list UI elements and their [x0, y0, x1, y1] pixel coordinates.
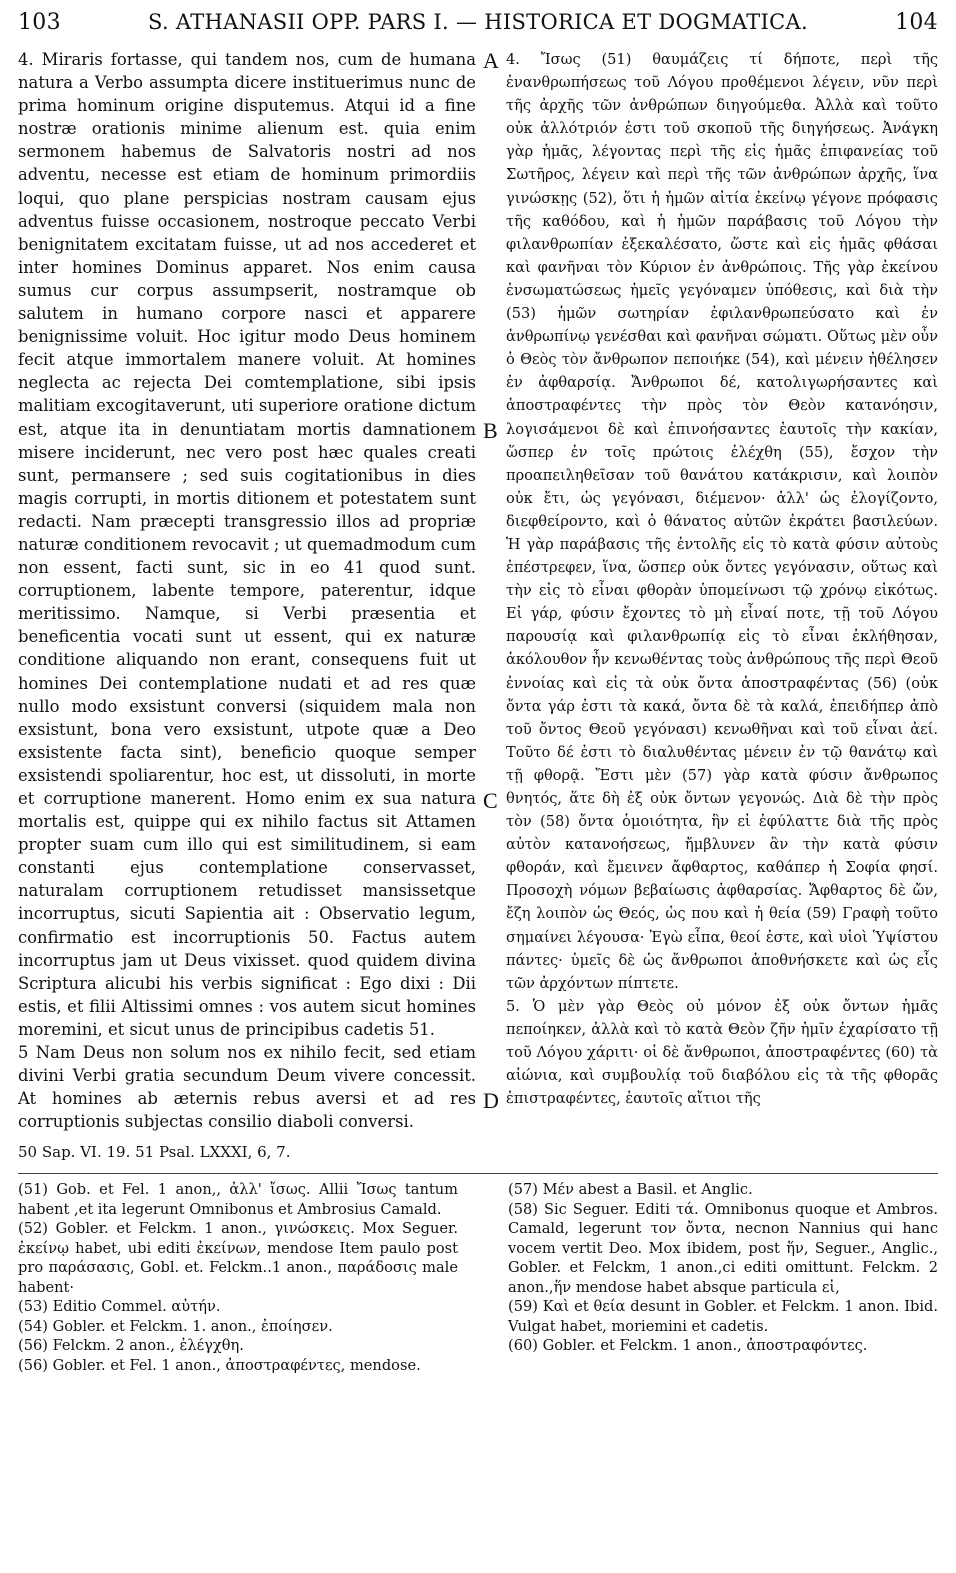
greek-paragraph-4: 4. Ἴσως (51) θαυμάζεις τί δήποτε, περὶ τῆς ἐνανθρωπήσεως τοῦ Λόγου προθέμενοι λέγειν, νῦν περὶ τῆς ἀρχῆς τῶν ἀνθρώπων διηγούμεθα. Ἀλλὰ καὶ τοῦτο οὐκ ἀλλότριόν ἐστι τοῦ σκοποῦ τῆς διηγήσεως. Ἀνάγκη γὰρ ἡμᾶς, λέγοντας περὶ τῆς εἰς ἡμᾶς ἐπιφανείας τοῦ Σωτῆρος, λέγειν καὶ περὶ τῆς τῶν ἀνθρώπων ἀρχῆς, ἵνα γινώσκῃς (52), ὅτι ἡ ἡμῶν αἰτία ἐκείνῳ γέγονε πρόφασις τῆς καθόδου, καὶ ἡ ἡμῶν παράβασις τοῦ Λόγου τὴν φιλανθρωπίαν ἐξεκαλέσατο, ὥστε καὶ εἰς ἡμᾶς φθάσαι καὶ φανῆναι τὸν Κύριον ἐν ἀνθρώποις. Τῆς γὰρ ἐκείνου ἐνσωματώσεως ἡμεῖς γεγόναμεν ὑπόθεσις, καὶ διὰ τὴν (53) ἡμῶν σωτηρίαν ἐφιλανθρωπεύσατο καὶ ἐν ἀνθρωπίνῳ γενέσθαι καὶ φανῆναι σώματι. Οὕτως μὲν οὖν ὁ Θεὸς τὸν ἄνθρωπον πεποιήκε (54), καὶ μένειν ἠθέλησεν ἐν ἀφθαρσίᾳ. Ἄνθρωποι δέ, κατολιγωρήσαντες καὶ ἀποστραφέντες τὴν πρὸς τὸν Θεὸν κατανόησιν, λογισάμενοι δὲ καὶ ἐπινοήσαντες ἑαυτοῖς τὴν κακίαν, ὥσπερ ἐν τοῖς πρώτοις ἐλέχθη (55), ἔσχον τὴν προαπειληθεῖσαν τοῦ θανάτου κατάκρισιν, καὶ λοιπὸν οὐκ ἔτι, ὡς γεγόνασι, διέμενον· ἀλλ' ὡς ἐλογίζοντο, διεφθείροντο, καὶ ὁ θάνατος αὐτῶν ἐκράτει βασιλεύων. Ἡ γὰρ παράβασις τῆς ἐντολῆς εἰς τὸ κατὰ φύσιν αὐτοὺς ἐπέστρεφεν, ἵνα, ὥσπερ οὐκ ὄντες γεγόνασιν, οὕτως καὶ τὴν εἰς τὸ εἶναι φθορὰν ὑπομείνωσι τῷ χρόνῳ εἰκότως. Εἰ γάρ, φύσιν ἔχοντες τὸ μὴ εἶναί ποτε, τῇ τοῦ Λόγου παρουσίᾳ καὶ φιλανθρωπίᾳ εἰς τὸ εἶναι ἐκλήθησαν, ἀκόλουθον ἦν κενωθέντας τοὺς ἀνθρώπους τῆς περὶ Θεοῦ ἐννοίας καὶ εἰς τὰ οὐκ ὄντα ἀποστραφέντας (56) (οὐκ ὄντα γάρ ἐστι τὰ κακά, ὄντα δὲ τὰ καλά, ἐπειδήπερ ἀπὸ τοῦ ὄντος Θεοῦ γεγόνασι) κενωθῆναι καὶ τοῦ εἶναι ἀεί. Τοῦτο δέ ἐστι τὸ διαλυθέντας μένειν ἐν τῷ θανάτῳ καὶ τῇ φθορᾷ. Ἔστι μὲν (57) γὰρ κατὰ φύσιν ἄνθρωπος θνητός, ἅτε δὴ ἐξ οὐκ ὄντων γεγονώς. Διὰ δὲ τὴν πρὸς τὸν (58) ὄντα ὁμοιότητα, ἣν εἰ ἐφύλαττε διὰ τῆς πρὸς αὐτὸν κατανοήσεως, ἤμβλυνεν ἂν τὴν κατὰ φύσιν φθοράν, καὶ ἔμεινεν ἄφθαρτος, καθάπερ ἡ Σοφία φησί. Προσοχὴ νόμων βεβαίωσις ἀφθαρσίας. Ἄφθαρτος δὲ ὤν, ἔζη λοιπὸν ὡς Θεός, ὡς που καὶ ἡ θεία (59) Γραφὴ τοῦτο σημαίνει λέγουσα· Ἐγὼ εἶπα, θεοί ἐστε, καὶ υἱοὶ Ὑψίστου πάντες· ὑμεῖς δὲ ὡς ἄνθρωποι ἀποθνήσκετε καὶ ὡς εἷς τῶν ἀρχόντων πίπτετε.	[506, 51, 938, 992]
running-title: S. ATHANASII OPP. PARS I. — HISTORICA ET DOGMATICA.	[148, 10, 808, 34]
latin-paragraph-4: 4. Miraris fortasse, qui tandem nos, cum de humana natura a Verbo assumpta dicere instituerimus nunc de prima hominum origine disputemus. Atqui id a fine nostræ orationis minime alienum est. quia enim sermonem habemus de Salvatoris nostri ad nos adventu, necesse est etiam de hominum primordiis loqui, quo plane perspicias nostram causam ejus adventus fuisse occasionem, nostroque peccato Verbi benignitatem excitatam fuisse, ut ad nos accederet et inter homines Dominus apparet. Nos enim causa sumus cur corpus assumpserit, nostramque ob salutem in humano corpore nasci et apparere benignissime voluit. Hoc igitur modo Deus hominem fecit atque immortalem manere voluit. At homines neglecta ac rejecta Dei comtemplatione, sibi ipsis malitiam excogitaverunt, uti superiore oratione dictum est, atque ita in denuntiatam mortis damnationem misere inciderunt, nec vero post hæc quales creati sunt, permansere ; sed suis cogitationibus in dies magis corrupti, in mortis ditionem et potestatem sunt redacti. Nam præcepti transgressio illos ad propriæ naturæ conditionem revocavit ; ut quemadmodum cum non essent, facti sunt, sic in eo 41 quod sunt. corruptionem, labente tempore, paterentur, idque meritissimo. Namque, si Verbi præsentia et beneficentia vocati sunt ut essent, qui ex naturæ conditione aliquando non erant, consequens fuit ut homines Dei contemplatione nudati et ad res quæ nullo modo exsistunt conversi (siquidem mala non exsistunt, bona vero exsistunt, utpote quæ a Deo exsistente facta sint), beneficio quoque semper exsistendi spoliarentur, hoc est, ut dissoluti, in morte et corruptione manerent. Homo enim ex sua natura mortalis est, quippe qui ex nihilo factus sit Attamen propter suam cum illo qui est similitudinem, si eam constanti ejus contemplatione conservasset, naturalam corruptionem retudisset mansissetque incorruptus, sicuti Sapientia ait : Observatio legum, confirmatio est incorruptionis 50. Factus autem incorruptus jam ut Deus vixisset. quod quidem divina Scriptura alicubi his verbis significat : Ego dixi : Dii estis, et filii Altissimi omnes : vos autem sicut homines moremini, et sicut unus de principibus cadetis 51.	[18, 50, 476, 1039]
notes-right-column	[508, 1180, 938, 1375]
note-60: (60) Gobler. et Felckm. 1 anon., ἀποστραφόντες.	[508, 1337, 868, 1355]
margin-letter-b: B	[483, 418, 498, 443]
margin-letter-d: D	[483, 1088, 499, 1113]
scripture-references: 50 Sap. VI. 19. 51 Psal. LXXXI, 6, 7.	[18, 1143, 291, 1162]
notes-left-column	[18, 1180, 458, 1375]
left-page-number: 103	[18, 10, 61, 35]
main-columns	[18, 48, 938, 1133]
margin-letter-a: A	[483, 48, 499, 73]
running-header	[18, 10, 938, 48]
margin-letters	[477, 48, 505, 1133]
note-57: (57) Μέν abest a Basil. et Anglic.	[508, 1181, 753, 1199]
margin-letter-c: C	[483, 788, 498, 813]
critical-notes	[18, 1173, 938, 1375]
note-59: (59) Καὶ et θεία desunt in Gobler. et Felckm. 1 anon. Ibid. Vulgat habet, moriemini et cadetis.	[508, 1298, 938, 1335]
latin-paragraph-5: 5 Nam Deus non solum nos ex nihilo fecit, sed etiam divini Verbi gratia secundum Deum vivere concessit. At homines ab æternis rebus aversi et ad res corruptionis subjectas consilio diaboli conversi.	[18, 1043, 476, 1132]
note-58: (58) Sic Seguer. Editi τά. Omnibonus quoque et Ambros. Camald, legerunt τον ὄντα, necnon Nannius qui hanc vocem vertit Deo. Mox ibidem, post ἥν, Seguer., Anglic., Gobler. et Felckm, 1 anon.,ci editi omittunt. Felckm. 2 anon.,ἥν mendose habet absque particula εἰ,	[508, 1200, 938, 1296]
greek-paragraph-5: 5. Ὁ μὲν γὰρ Θεὸς οὐ μόνον ἐξ οὐκ ὄντων ἡμᾶς πεποίηκεν, ἀλλὰ καὶ τὸ κατὰ Θεὸν ζῆν ἡμῖν ἐχαρίσατο τῇ τοῦ Λόγου χάριτι· οἱ δὲ ἄνθρωποι, ἀποστραφέντες (60) τὰ αἰώνια, καὶ συμβουλίᾳ τοῦ διαβόλου εἰς τὰ τῆς φθορᾶς ἐπιστραφέντες, ἑαυτοῖς αἴτιοι τῆς	[506, 997, 938, 1108]
note-54: (54) Gobler. et Felckm. 1. anon., ἐποίησεν.	[18, 1317, 333, 1335]
note-51: (51) Gob. et Fel. 1 anon,, ἀλλ' ἴσως. Allii Ἴσως tantum habent ,et ita legerunt Omnibonus et Ambrosius Camald.	[18, 1181, 458, 1218]
right-page-number: 104	[895, 10, 938, 35]
note-53: (53) Editio Commel. αὐτήν.	[18, 1298, 221, 1316]
latin-column	[18, 48, 476, 1133]
greek-column	[506, 48, 938, 1133]
note-55: (56) Felckm. 2 anon., ἐλέγχθη.	[18, 1337, 244, 1355]
note-52: (52) Gobler. et Felckm. 1 anon., γινώσκεις. Mox Seguer. ἐκείνῳ habet, ubi editi ἐκείνων, mendose Item paulo post pro παράσασις, Gobl. et. Felckm..1 anon., παράδοσις male habent·	[18, 1220, 458, 1296]
note-56: (56) Gobler. et Fel. 1 anon., ἀποστραφέντες, mendose.	[18, 1356, 421, 1374]
